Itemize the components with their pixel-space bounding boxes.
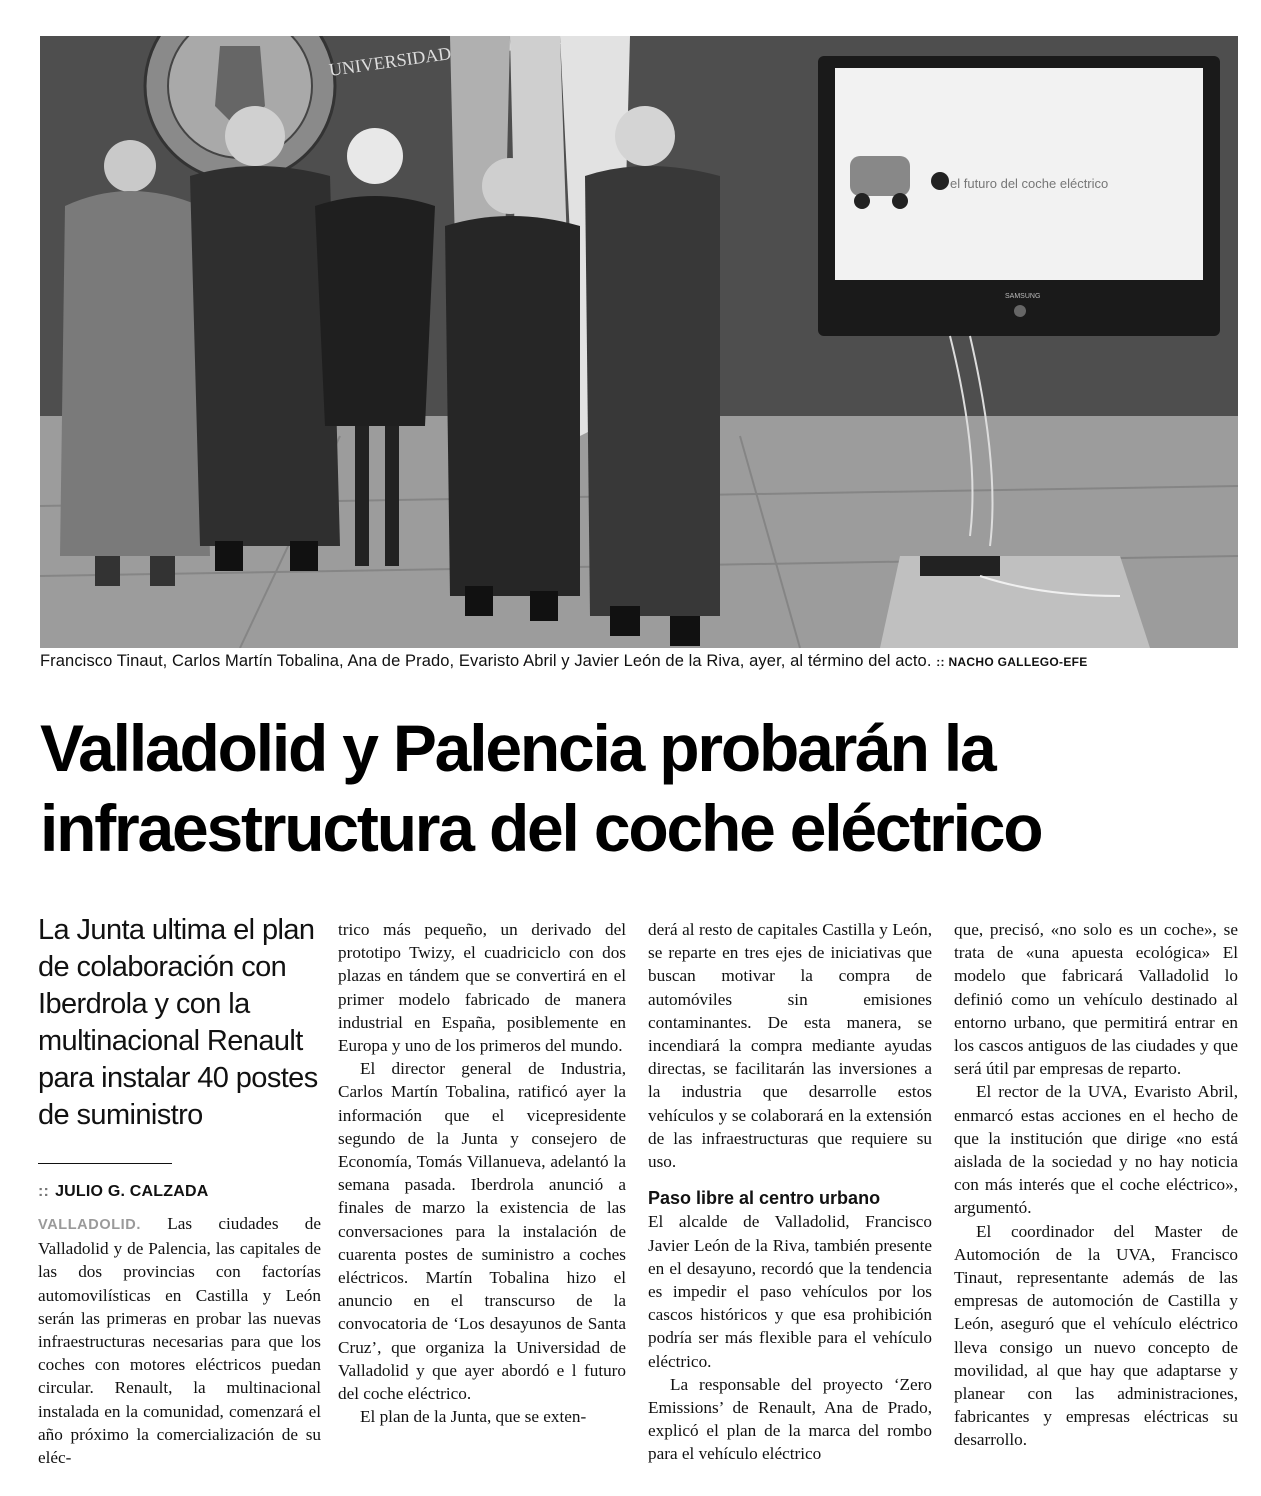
paragraph: derá al resto de capitales Castilla y León, se reparte en tres ejes de iniciativas que buscan motivar la compra de automóviles sin emisiones contaminantes. De esta manera, se incendiará la compra mediante ayudas directas, se facilitarán las inversiones a la industria que desarrolle estos vehículos y se colaborará en la extensión de las infraestructuras que requiere su uso. bbox=[648, 920, 932, 1172]
paragraph: El rector de la UVA, Evaristo Abril, enmarcó estas acciones en el hecho de que la institución que dirige «no está aislada de la sociedad y no hay noticia con más interés que el coche eléctrico», argumentó. bbox=[954, 1082, 1238, 1218]
section-heading: Paso libre al centro urbano bbox=[648, 1188, 881, 1209]
paragraph-text: Las ciudades de Valladolid y de Palencia, las capitales de las dos provincias con factorías automovilísticas en Castilla y León serán las primeras en probar las nuevas infraestructuras necesarias para que los coches con motores eléctricos puedan circular. Renault, la multinacional instalada en la comunidad, comenzará el año próximo la comercialización de su eléc- bbox=[38, 1214, 322, 1468]
paragraph: El plan de la Junta, que se exten- bbox=[360, 1407, 587, 1427]
column-4 bbox=[954, 918, 1238, 1452]
column-3 bbox=[648, 918, 932, 1466]
dateline-city: VALLADOLID. bbox=[38, 1217, 141, 1233]
headline: Valladolid y Palencia probarán la infraestructura del coche eléctrico bbox=[40, 711, 1042, 865]
tv-brand: SAMSUNG bbox=[1005, 293, 1041, 300]
caption-text: Francisco Tinaut, Carlos Martín Tobalina, Ana de Prado, Evaristo Abril y Javier León de la Riva, ayer, al término del acto. bbox=[40, 652, 932, 670]
byline bbox=[38, 1183, 208, 1201]
news-photo bbox=[40, 36, 1238, 648]
paragraph: que, precisó, «no solo es un coche», se trata de «una apuesta ecológica» El modelo que fabricará Valladolid lo definió como un vehículo destinado al entorno urbano, que permitirá entrar en los cascos antiguos de las ciudades y que será útil par empresas de reparto. bbox=[954, 920, 1238, 1079]
photo-credit bbox=[936, 655, 1087, 669]
paragraph: El coordinador del Master de Automoción de la UVA, Francisco Tinaut, representante además de las empresas de automoción de Castilla y León, aseguró que el vehículo eléctrico lleva consigo un nuevo concepto de movilidad, al que hay que adaptarse y planear con las administraciones, fabricantes y empresas eléctricas su desarrollo. bbox=[954, 1221, 1238, 1450]
paragraph bbox=[38, 1212, 321, 1469]
column-1 bbox=[38, 1212, 321, 1469]
photo-illustration bbox=[40, 36, 1238, 648]
credit-name: NACHO GALLEGO-EFE bbox=[948, 655, 1088, 669]
column-2 bbox=[338, 918, 626, 1428]
paragraph: El director general de Industria, Carlos Martín Tobalina, ratificó ayer la información que el vicepresidente segundo de la Junta y consejero de Economía, Tomás Villanueva, adelantó la semana pasada. Iberdrola anunció a finales de marzo la existencia de las conversaciones para la instalación de cuarenta postes de suministro a coches eléctricos. Martín Tobalina hizo el anuncio en el transcurso de la convocatoria de ‘Los desayunos de Santa Cruz’, que organiza la Universidad de Valladolid y que ayer abordó e l futuro del coche eléctrico. bbox=[338, 1059, 626, 1404]
byline-prefix: :: bbox=[38, 1183, 50, 1200]
credit-prefix: :: bbox=[936, 655, 945, 669]
subheadline: La Junta ultima el plan de colaboración con Iberdrola y con la multinacional Renault para instalar 40 postes de suministro bbox=[38, 914, 318, 1131]
paragraph: La responsable del proyecto ‘Zero Emissions’ de Renault, Ana de Prado, explicó el plan de la marca del rombo para el vehículo eléctrico bbox=[648, 1374, 932, 1464]
byline-author: JULIO G. CALZADA bbox=[55, 1183, 209, 1200]
subhead-divider bbox=[38, 1163, 172, 1164]
tv-screen-text: el futuro del coche eléctrico bbox=[950, 176, 1109, 191]
photo-caption bbox=[40, 652, 1238, 671]
emblem-text: UNIVERSIDAD bbox=[327, 43, 453, 80]
paragraph: El alcalde de Valladolid, Francisco Javier León de la Riva, también presente en el desayuno, recordó que la tendencia es impedir el paso vehículos por los cascos históricos y que esa prohibición podría ser más flexible para el vehículo eléctrico. bbox=[648, 1212, 932, 1371]
tv-screen bbox=[818, 56, 1220, 336]
paragraph: trico más pequeño, un derivado del prototipo Twizy, el cuadriciclo con dos plazas en tándem que se convertirá en el primer modelo fabricado de manera industrial en España, posiblemente en Europa y uno de los primeros del mundo. bbox=[338, 920, 626, 1056]
